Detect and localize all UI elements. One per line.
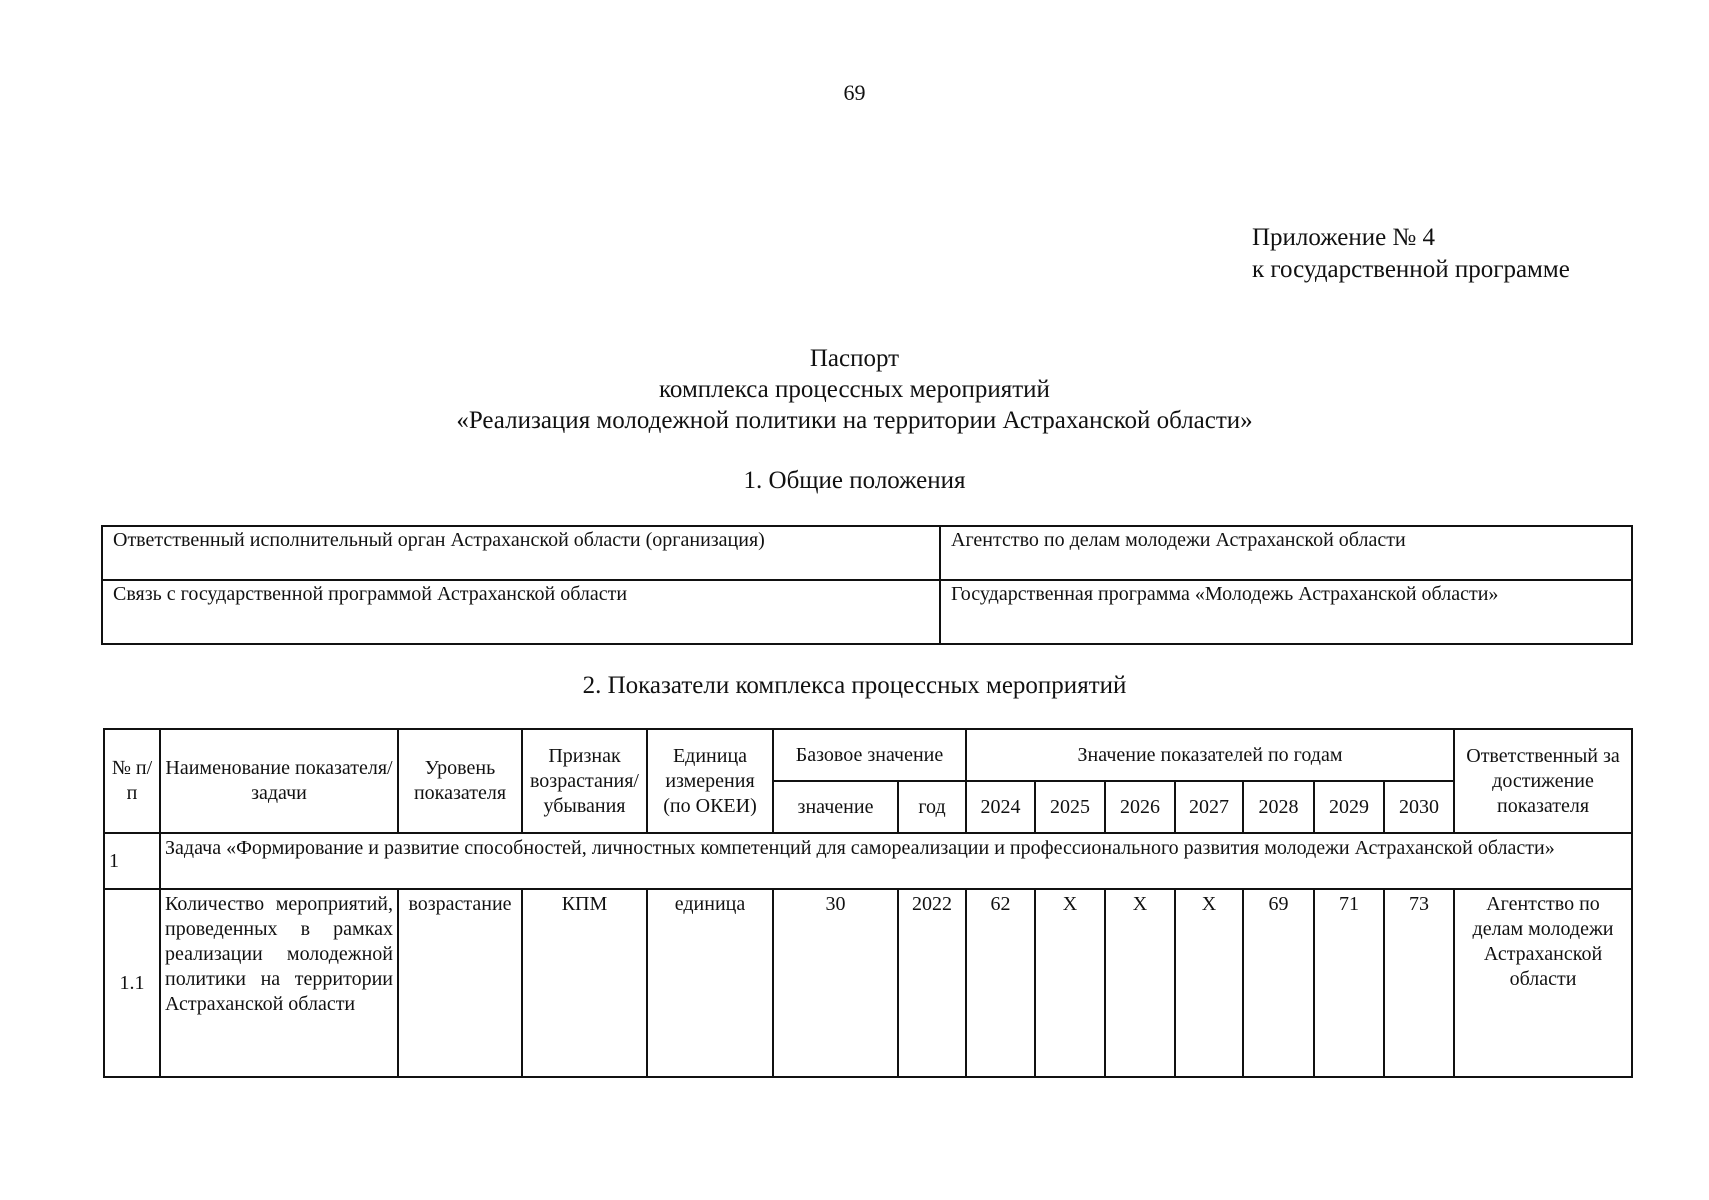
header-years-group: Значение показателей по годам [966, 729, 1454, 781]
indicator-row [104, 889, 1632, 1077]
task-text: Задача «Формирование и развитие способностей, личностных компетенций для самореализации и профессионального развития молодежи Астраханской области» [160, 833, 1632, 889]
section-1-heading: 1. Общие положения [743, 467, 966, 494]
indicator-trend: КПМ [522, 889, 647, 1077]
indicator-year-value: X [1175, 889, 1243, 1077]
indicator-base-value: 30 [773, 889, 898, 1077]
title-line-2: комплекса процессных мероприятий [659, 376, 1050, 403]
general-label-cell: Связь с государственной программой Астраханской области [102, 580, 940, 644]
header-name: Наименование показателя/задачи [160, 729, 398, 833]
indicator-num: 1.1 [104, 889, 160, 1077]
header-year: 2026 [1105, 781, 1175, 833]
header-year: 2024 [966, 781, 1035, 833]
header-base-value: значение [773, 781, 898, 833]
indicator-level: возрастание [398, 889, 522, 1077]
indicator-year-value: 69 [1243, 889, 1314, 1077]
general-value-cell: Государственная программа «Молодежь Астраханской области» [940, 580, 1632, 644]
header-year: 2025 [1035, 781, 1105, 833]
indicator-year-value: 73 [1384, 889, 1454, 1077]
table-header-row [104, 729, 1632, 781]
header-year: 2028 [1243, 781, 1314, 833]
header-responsible: Ответственный за достижение показателя [1454, 729, 1632, 833]
header-base-year: год [898, 781, 966, 833]
title-line-1: Паспорт [809, 345, 900, 372]
table-row [102, 526, 1632, 580]
indicator-name: Количество мероприятий, проведенных в рамках реализации молодежной политики на территории Астраханской области [160, 889, 398, 1077]
general-value-cell: Агентство по делам молодежи Астраханской области [940, 526, 1632, 580]
task-row [104, 833, 1632, 889]
indicator-year-value: X [1035, 889, 1105, 1077]
indicators-table [103, 728, 1633, 1078]
page-number: 69 [843, 80, 866, 105]
indicator-year-value: X [1105, 889, 1175, 1077]
indicator-year-value: 62 [966, 889, 1035, 1077]
header-num: № п/п [104, 729, 160, 833]
indicator-responsible: Агентство по делам молодежи Астраханской области [1454, 889, 1632, 1077]
header-unit: Единица измерения (по ОКЕИ) [647, 729, 773, 833]
header-year: 2029 [1314, 781, 1384, 833]
section-2-heading: 2. Показатели комплекса процессных мероприятий [582, 672, 1127, 699]
appendix-line-1: Приложение № 4 [1252, 224, 1436, 251]
document-title [0, 343, 1709, 436]
table-row [102, 580, 1632, 644]
general-label-cell: Ответственный исполнительный орган Астраханской области (организация) [102, 526, 940, 580]
indicator-year-value: 71 [1314, 889, 1384, 1077]
header-level: Уровень показателя [398, 729, 522, 833]
header-year: 2030 [1384, 781, 1454, 833]
task-num: 1 [104, 833, 160, 889]
general-provisions-table [101, 525, 1633, 645]
appendix-note [1252, 222, 1570, 286]
header-base: Базовое значение [773, 729, 966, 781]
indicator-base-year: 2022 [898, 889, 966, 1077]
appendix-line-2: к государственной программе [1252, 256, 1570, 283]
title-line-3: «Реализация молодежной политики на территории Астраханской области» [456, 407, 1253, 434]
indicator-unit: единица [647, 889, 773, 1077]
header-year: 2027 [1175, 781, 1243, 833]
header-trend: Признак возрастания/убывания [522, 729, 647, 833]
